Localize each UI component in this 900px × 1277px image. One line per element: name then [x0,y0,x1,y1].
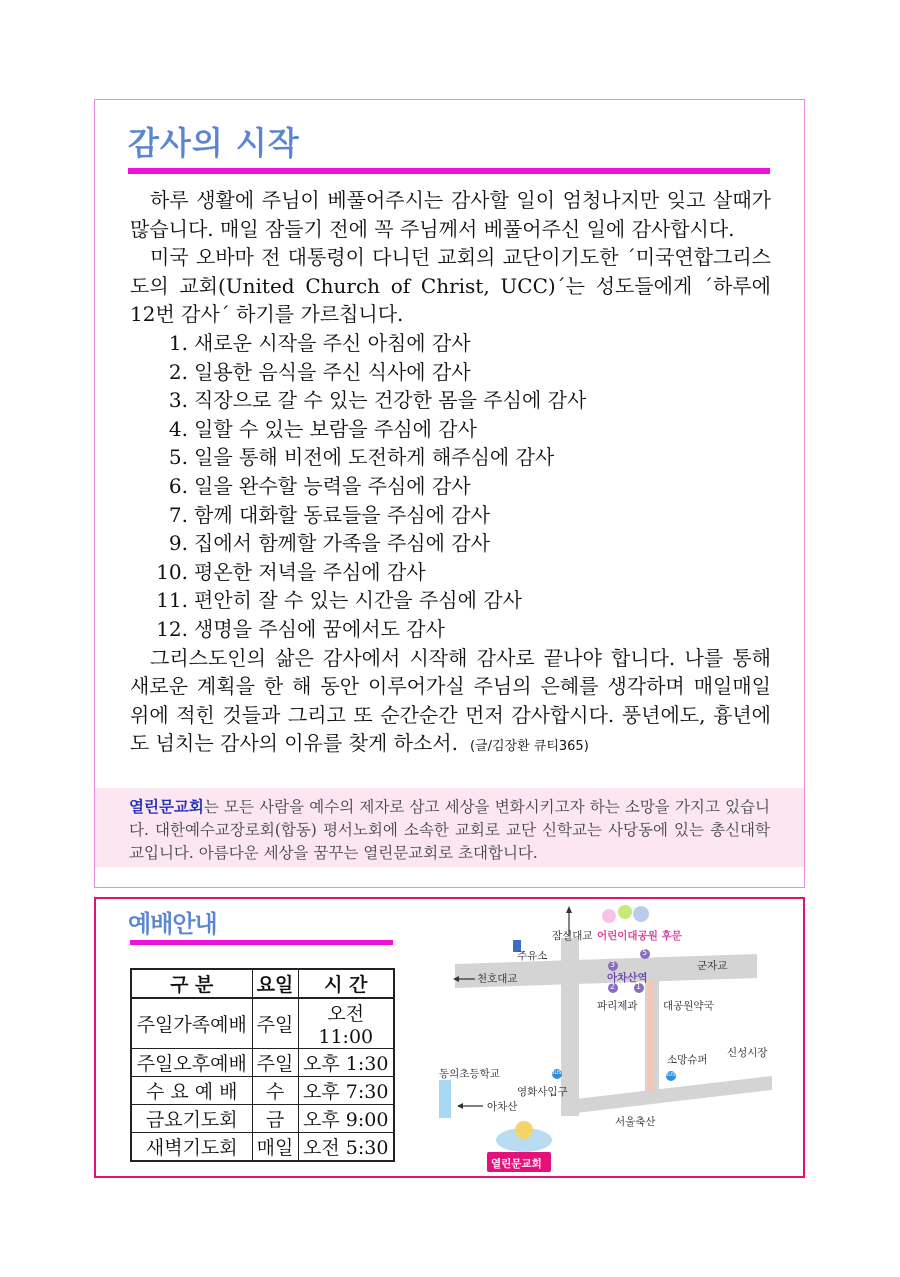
cell-service: 새벽기도회 [131,1133,252,1162]
list-item: 7. 함께 대화할 동료들을 주심에 감사 [168,502,490,527]
label-jamsil: 잠실대교 [552,930,593,942]
article-body [130,186,771,762]
bus-label: BUS [551,1070,562,1076]
worship-underline [130,940,393,945]
label-station: 아차산역 [607,972,648,984]
church-sun-icon [515,1121,533,1139]
cell-time: 오후 7:30 [298,1077,394,1105]
flower-icon [618,905,632,919]
label-achasan: 아차산 [487,1101,518,1113]
exit-2-label: 2 [610,982,616,991]
directions-map [427,900,787,1172]
label-seoul-meat: 서울축산 [615,1116,656,1128]
closing-paragraph: 그리스도인의 삶은 감사에서 시작해 감사로 끝나야 합니다. 나를 통해 새로운 계획을 한 해 동안 이루어가실 주님의 은혜를 생각하며 매일매일 위에 적힌 것들과 그리고 또 순간순간 먼저 감사합시다. 풍년에도, 흉년에도 넘치는 감사의 이유를 찾게 하소서. (글/김장환 큐티365) [130,645,771,756]
list-item: 9. 집에서 함께할 가족을 주심에 감사 [168,531,490,556]
label-park: 어린이대공원 후문 [597,930,682,942]
school-block [439,1080,451,1118]
article-title: 감사의 시작 [128,124,300,162]
exit-5-label: 5 [642,948,648,957]
intro-text: 는 모든 사람을 예수의 제자로 삼고 세상을 변화시키고자 하는 소망을 가지고 있습니다. 대한예수교장로회(합동) 평서노회에 소속한 교회로 교단 신학교는 사당동에 있는 총신대학교입니다. 아름다운 세상을 꿈꾸는 열린문교회로 초대합니다. [129,798,770,862]
label-gunja: 군자교 [697,960,728,972]
list-item: 3. 직장으로 갈 수 있는 건강한 몸을 주심에 감사 [168,388,587,413]
table-row [131,998,394,1049]
cell-time: 오전11:00 [298,998,394,1049]
label-dongui: 동의초등학교 [439,1068,500,1080]
list-item: 5. 일을 통해 비전에 도전하게 해주심에 감사 [168,445,555,470]
paragraph-1: 하루 생활에 주님이 베풀어주시는 감사할 일이 엄청나지만 잊고 살때가 많습니다. 매일 잠들기 전에 꼭 주님께서 베풀어주신 일에 감사합시다. [130,188,771,241]
table-row [131,1049,394,1077]
cell-service: 주일오후예배 [131,1049,252,1077]
worship-title: 예배안내 [128,910,217,938]
label-younghwa: 영화사입구 [517,1086,568,1098]
label-cheonho: 천호대교 [477,973,518,985]
church-name: 열린문교회 [129,798,204,816]
north-arrow-head [566,906,572,913]
label-pharmacy: 대공원약국 [663,1000,714,1012]
title-underline [128,168,770,174]
source-credit: (글/김장환 큐티365) [469,739,589,755]
bus-label: BUS [665,1072,676,1078]
label-sinseong: 신성시장 [727,1047,768,1059]
list-item: 11. 편안히 잘 수 있는 시간을 주심에 감사 [156,588,522,613]
table-row [131,1133,394,1162]
table-header-row [131,969,394,998]
umbrella-icon [633,906,649,922]
worship-table [130,968,395,1162]
label-somang: 소망슈퍼 [667,1054,708,1066]
cell-time: 오후 1:30 [298,1049,394,1077]
header-time: 시 간 [298,969,394,998]
label-gas: 주유소 [517,950,548,962]
list-item: 4. 일할 수 있는 보람을 주심에 감사 [168,416,477,441]
exit-1-label: 1 [636,982,642,991]
cell-day: 주일 [252,1049,298,1077]
lower-road [567,1076,772,1114]
cell-service: 수 요 예 배 [131,1077,252,1105]
route-line [648,980,654,1092]
cell-day: 수 [252,1077,298,1105]
cell-time: 오전 5:30 [298,1133,394,1162]
table-row [131,1105,394,1133]
list-item: 2. 일용한 음식을 주신 식사에 감사 [168,359,471,384]
list-item: 6. 일을 완수할 능력을 주심에 감사 [168,473,471,498]
label-church: 열린문교회 [491,1158,542,1170]
table-row [131,1077,394,1105]
header-day: 요일 [252,969,298,998]
flower-icon [602,909,616,923]
thanks-list [130,329,771,644]
label-paris: 파리제과 [597,1000,638,1012]
cell-day: 매일 [252,1133,298,1162]
church-intro [95,788,804,867]
arrow-achasan-head [457,1103,463,1109]
list-item: 10. 평온한 저녁을 주심에 감사 [156,559,426,584]
cell-service: 주일가족예배 [131,998,252,1049]
cell-time: 오후 9:00 [298,1105,394,1133]
list-item: 1. 새로운 시작을 주신 아침에 감사 [168,330,471,355]
header-category: 구 분 [131,969,252,998]
cell-day: 금 [252,1105,298,1133]
paragraph-2: 미국 오바마 전 대통령이 다니던 교회의 교단이기도한 ´미국연합그리스도의 교회(United Church of Christ, UCC)´는 성도들에게 ´하루에 12번 감사´ 하기를 가르칩니다. [130,245,772,327]
list-item: 12. 생명을 주심에 꿈에서도 감사 [156,616,445,641]
cell-day: 주일 [252,998,298,1049]
exit-3-label: 3 [610,960,616,969]
cell-service: 금요기도회 [131,1105,252,1133]
